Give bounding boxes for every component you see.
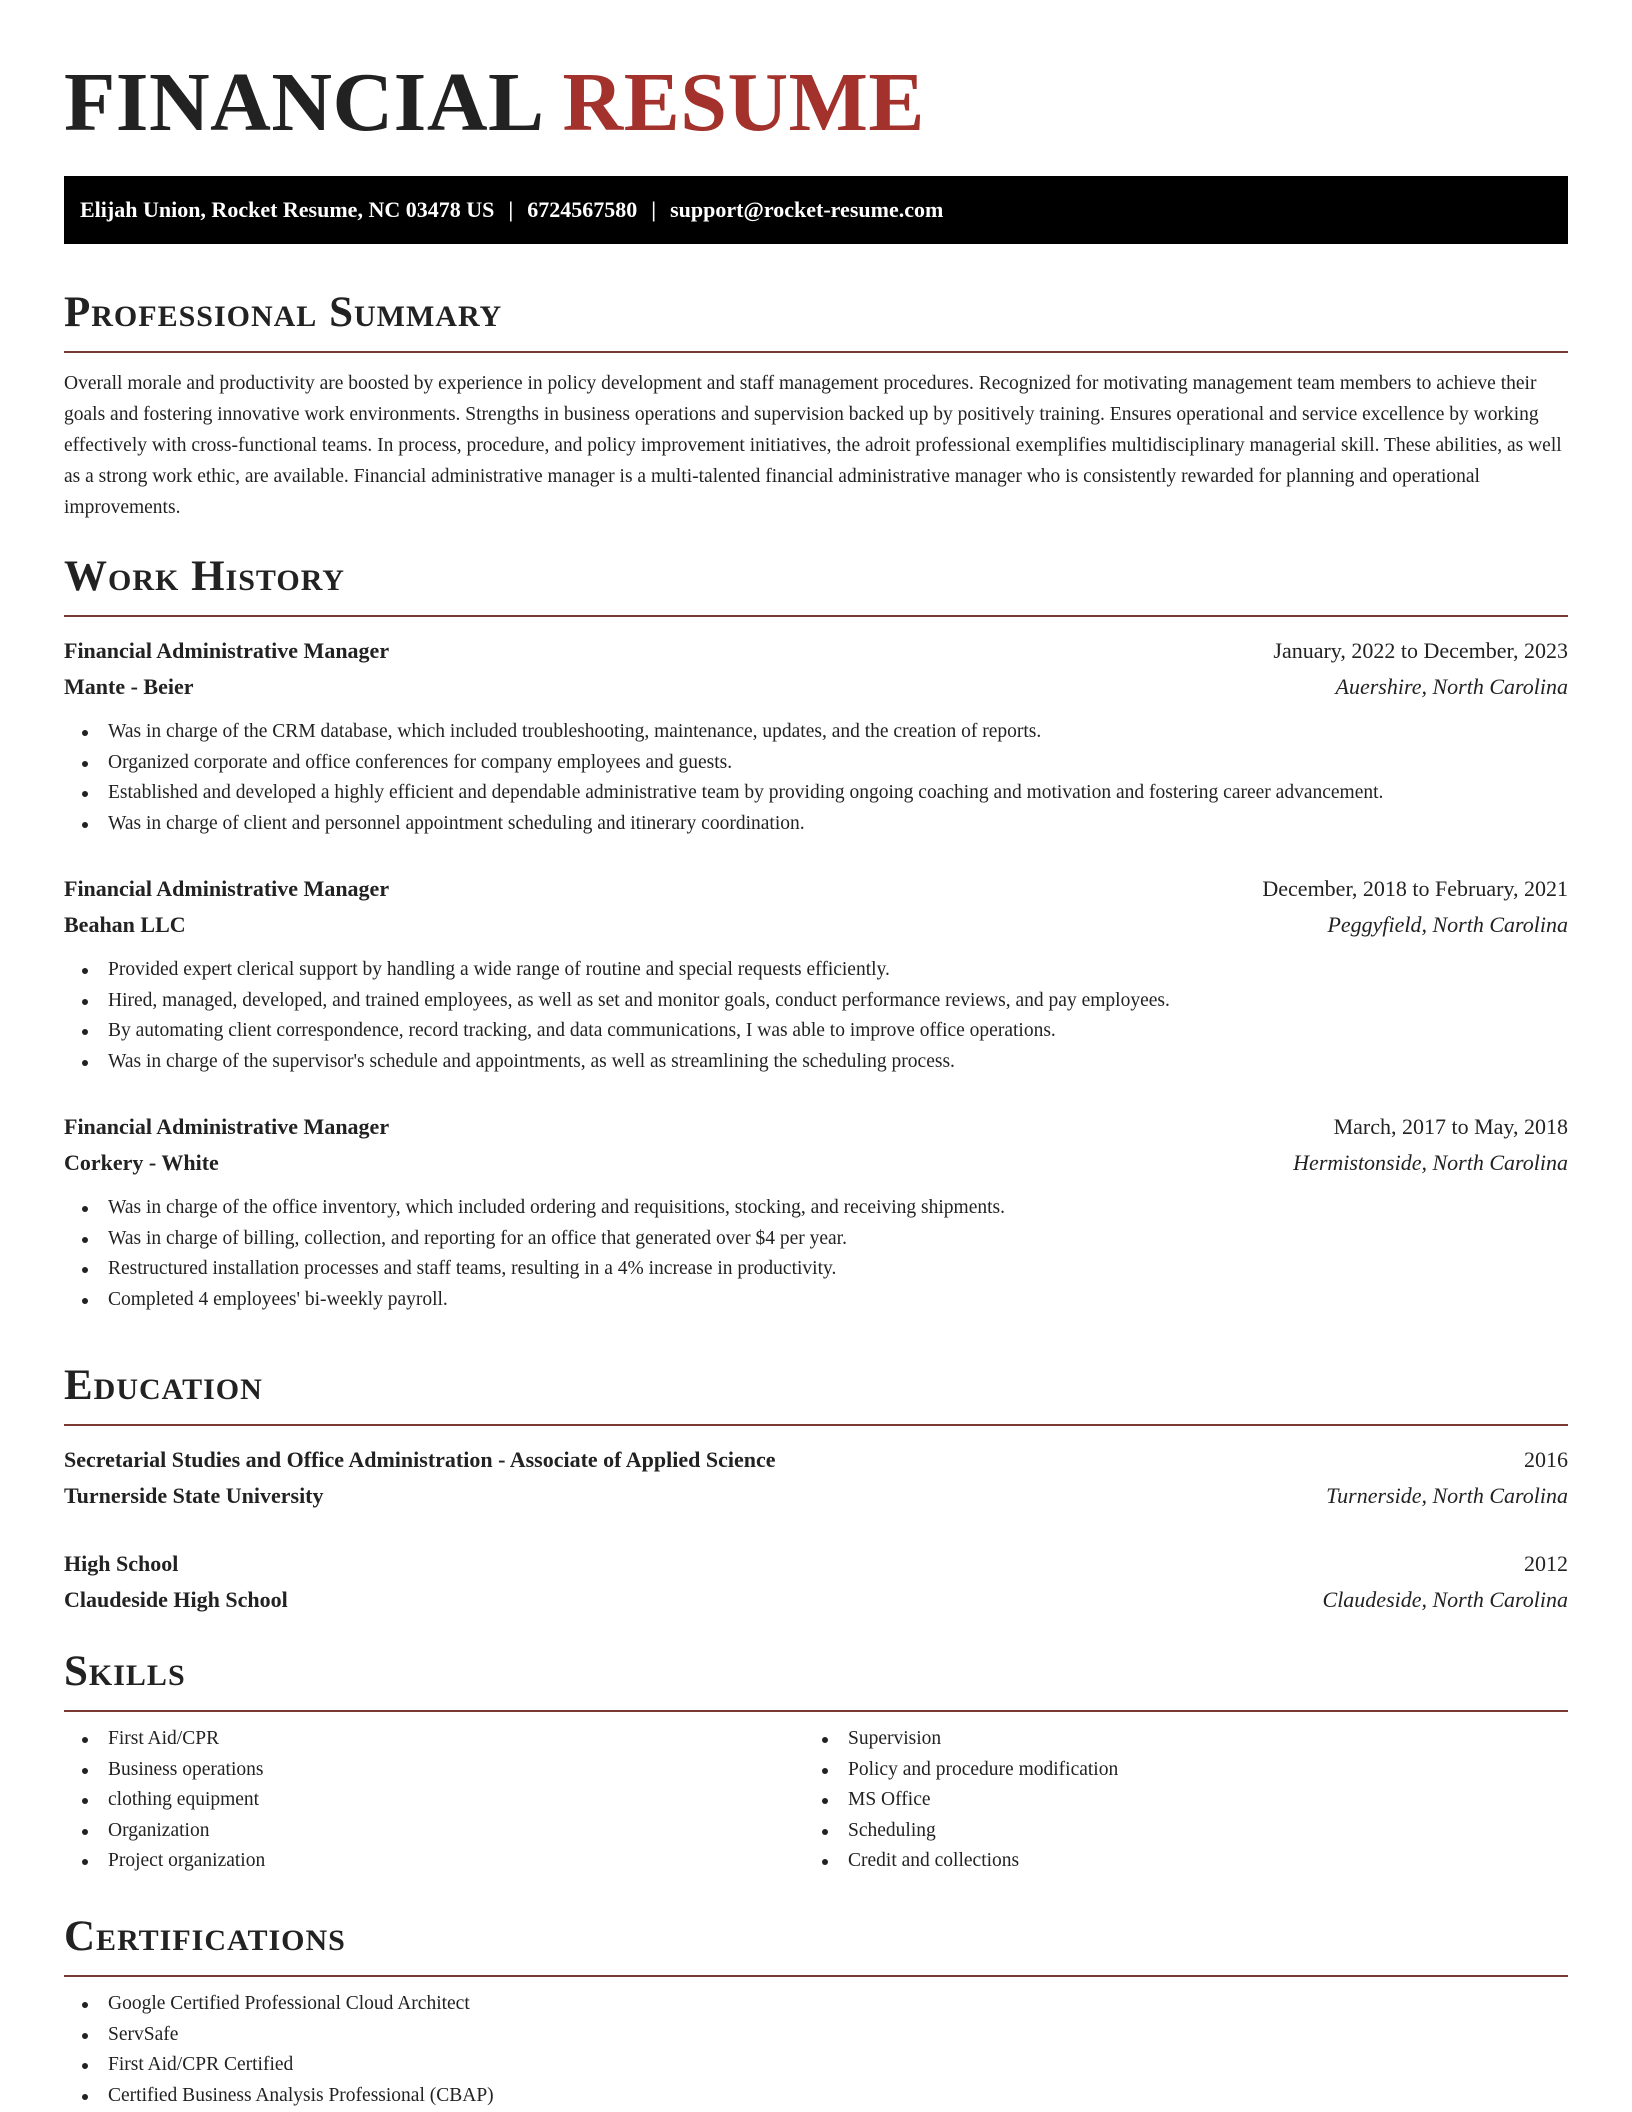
education-location: Turnerside, North Carolina — [1326, 1483, 1568, 1508]
job-company-row — [64, 1145, 1568, 1181]
job-entry — [64, 1109, 1568, 1315]
work-history-section — [64, 547, 1568, 1315]
contact-phone: 6724567580 — [527, 197, 638, 222]
list-item: Provided expert clerical support by handling a wide range of routine and special requests efficiently. — [64, 955, 1568, 986]
list-item: First Aid/CPR — [64, 1724, 804, 1755]
section-divider — [64, 615, 1568, 617]
job-location: Auershire, North Carolina — [1335, 674, 1568, 699]
education-year: 2012 — [1524, 1551, 1568, 1576]
list-item: Hired, managed, developed, and trained employees, as well as set and monitor goals, conduct performance reviews, and pay employees. — [64, 986, 1568, 1017]
section-heading-work-history: Work History — [64, 553, 345, 600]
education-year: 2016 — [1524, 1447, 1568, 1472]
list-item: First Aid/CPR Certified — [64, 2050, 1568, 2081]
education-school: Turnerside State University — [64, 1483, 324, 1508]
certifications-list — [64, 1989, 1568, 2111]
job-duties-list — [64, 717, 1568, 839]
job-title: Financial Administrative Manager — [64, 638, 390, 663]
job-company-row — [64, 907, 1568, 943]
job-title: Financial Administrative Manager — [64, 1114, 390, 1139]
job-duties-list — [64, 955, 1568, 1077]
contact-separator: | — [651, 197, 657, 222]
section-heading-skills: Skills — [64, 1648, 186, 1695]
education-section — [64, 1356, 1568, 1618]
list-item: Scheduling — [804, 1816, 1544, 1847]
section-divider — [64, 1424, 1568, 1426]
certifications-section — [64, 1907, 1568, 2111]
job-dates: March, 2017 to May, 2018 — [1333, 1114, 1568, 1139]
section-heading-summary: Professional Summary — [64, 289, 503, 336]
list-item: Was in charge of client and personnel appointment scheduling and itinerary coordination. — [64, 809, 1568, 840]
job-entry — [64, 633, 1568, 839]
list-item: Was in charge of billing, collection, and reporting for an office that generated over $4 per year. — [64, 1224, 1568, 1255]
skills-section — [64, 1642, 1568, 1877]
job-company-row — [64, 669, 1568, 705]
job-duties-list — [64, 1193, 1568, 1315]
job-title: Financial Administrative Manager — [64, 876, 390, 901]
list-item: Policy and procedure modification — [804, 1755, 1544, 1786]
title-part-financial: FINANCIAL — [64, 56, 545, 149]
contact-bar — [64, 176, 1568, 244]
job-entry — [64, 871, 1568, 1077]
education-degree-row — [64, 1546, 1568, 1582]
job-location: Peggyfield, North Carolina — [1327, 912, 1568, 937]
skills-grid — [64, 1724, 1568, 1877]
list-item: MS Office — [804, 1785, 1544, 1816]
job-dates: December, 2018 to February, 2021 — [1262, 876, 1568, 901]
list-item: ServSafe — [64, 2020, 1568, 2051]
job-header-row — [64, 633, 1568, 669]
list-item: By automating client correspondence, record tracking, and data communications, I was able to improve office operations. — [64, 1016, 1568, 1047]
job-header-row — [64, 871, 1568, 907]
list-item: Certified Business Analysis Professional (CBAP) — [64, 2081, 1568, 2112]
section-heading-certifications: Certifications — [64, 1913, 346, 1960]
list-item: Project organization — [64, 1846, 804, 1877]
list-item: Was in charge of the supervisor's schedule and appointments, as well as streamlining the scheduling process. — [64, 1047, 1568, 1078]
section-divider — [64, 1710, 1568, 1712]
job-company: Corkery - White — [64, 1150, 219, 1175]
summary-text: Overall morale and productivity are boosted by experience in policy development and staff management procedures. Recognized for motivating management team members to achieve their goals and fostering innovative work environments. Strengths in business operations and supervision backed up by positively training. Ensures operational and service excellence by working effectively with cross-functional teams. In process, procedure, and policy improvement initiatives, the adroit professional exemplifies multidisciplinary managerial skill. These abilities, as well as a strong work ethic, are available. Financial administrative manager is a multi-talented financial administrative manager who is consistently rewarded for planning and operational improvements. — [64, 373, 1562, 518]
skills-list-left — [64, 1724, 804, 1877]
contact-address: Elijah Union, Rocket Resume, NC 03478 US — [80, 197, 495, 222]
title-part-resume: RESUME — [562, 56, 925, 149]
list-item: Supervision — [804, 1724, 1544, 1755]
list-item: Business operations — [64, 1755, 804, 1786]
contact-separator: | — [508, 197, 514, 222]
list-item: Was in charge of the office inventory, which included ordering and requisitions, stocking, and receiving shipments. — [64, 1193, 1568, 1224]
list-item: clothing equipment — [64, 1785, 804, 1816]
resume-title — [64, 48, 925, 158]
education-degree: Secretarial Studies and Office Administration - Associate of Applied Science — [64, 1447, 776, 1472]
list-item: Completed 4 employees' bi-weekly payroll. — [64, 1285, 1568, 1316]
job-header-row — [64, 1109, 1568, 1145]
education-degree-row — [64, 1442, 1568, 1478]
section-divider — [64, 1975, 1568, 1977]
job-dates: January, 2022 to December, 2023 — [1273, 638, 1568, 663]
list-item: Restructured installation processes and staff teams, resulting in a 4% increase in productivity. — [64, 1254, 1568, 1285]
education-school: Claudeside High School — [64, 1587, 288, 1612]
section-divider — [64, 351, 1568, 353]
list-item: Was in charge of the CRM database, which included troubleshooting, maintenance, updates, and the creation of reports. — [64, 717, 1568, 748]
skills-list-right — [804, 1724, 1544, 1877]
section-heading-education: Education — [64, 1362, 263, 1409]
list-item: Credit and collections — [804, 1846, 1544, 1877]
list-item: Organized corporate and office conferences for company employees and guests. — [64, 748, 1568, 779]
list-item: Established and developed a highly efficient and dependable administrative team by providing ongoing coaching and motivation and fostering career advancement. — [64, 778, 1568, 809]
education-entry — [64, 1546, 1568, 1618]
job-company: Beahan LLC — [64, 912, 186, 937]
job-company: Mante - Beier — [64, 674, 194, 699]
contact-email: support@rocket-resume.com — [670, 197, 944, 222]
education-location: Claudeside, North Carolina — [1322, 1587, 1568, 1612]
education-school-row — [64, 1478, 1568, 1514]
list-item: Google Certified Professional Cloud Architect — [64, 1989, 1568, 2020]
list-item: Organization — [64, 1816, 804, 1847]
education-degree: High School — [64, 1551, 179, 1576]
education-school-row — [64, 1582, 1568, 1618]
education-entry — [64, 1442, 1568, 1514]
job-location: Hermistonside, North Carolina — [1293, 1150, 1568, 1175]
summary-section — [64, 283, 1568, 523]
